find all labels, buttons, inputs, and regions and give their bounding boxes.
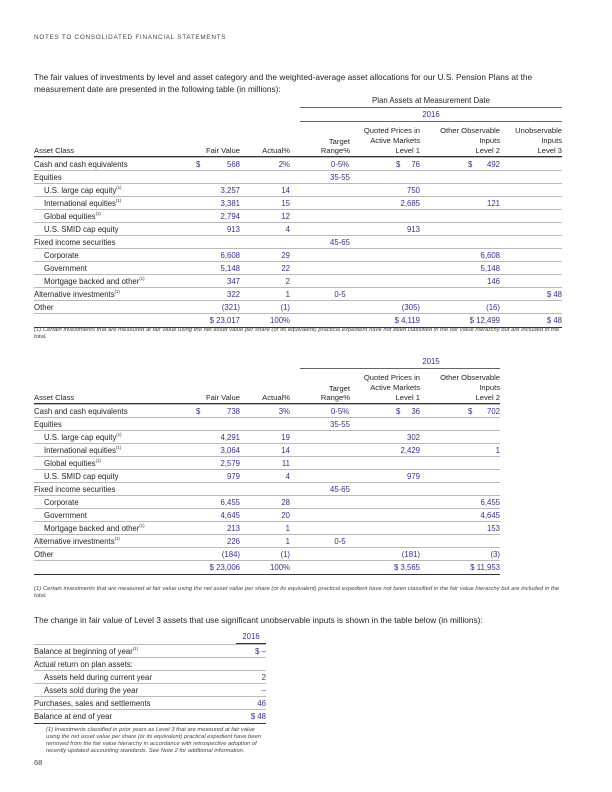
actual-cell: 2% (278, 160, 290, 169)
page-number: 68 (34, 758, 43, 767)
col-l1-2: Active Markets (370, 136, 420, 145)
table-row (34, 248, 562, 262)
col-l1-1: Quoted Prices in (363, 373, 420, 382)
actual-cell: 3% (278, 407, 290, 416)
level2-cell: 1 (495, 446, 500, 455)
table-row (34, 274, 562, 288)
row-label (34, 303, 54, 312)
year-2015-rule (300, 368, 500, 369)
actual-cell: (1) (280, 303, 290, 312)
row-label (44, 524, 145, 533)
fair-value-cell: 2,579 (220, 459, 240, 468)
actual-cell: (1) (280, 550, 290, 559)
level3-intro: The change in fair value of Level 3 assets that use significant unobservable inputs is shown in the table below (in millions): (34, 615, 483, 625)
table-row (34, 404, 500, 418)
footnote-marker: (1) (114, 536, 120, 541)
col-target-2: Range% (320, 393, 350, 402)
actual-cell: 15 (281, 199, 290, 208)
row-label (34, 407, 128, 416)
col-l1-2: Active Markets (370, 383, 420, 392)
level2-cell: 4,645 (480, 511, 500, 520)
target-range-cell: 45-65 (330, 485, 350, 494)
row-label-text: Other (34, 550, 54, 559)
level2-cell: 492 (486, 160, 500, 169)
actual-cell: 4 (285, 472, 290, 481)
table-row (34, 170, 562, 184)
actual-cell: 22 (281, 264, 290, 273)
actual-cell: 4 (285, 225, 290, 234)
table-row (34, 417, 500, 431)
level2-cell: 702 (486, 407, 500, 416)
year-2016-label: 2016 (422, 110, 440, 119)
table-row (34, 222, 562, 236)
table-row (34, 300, 562, 314)
row-label-text: U.S. large cap equity (44, 433, 117, 442)
table-row (34, 157, 562, 171)
fair-value-cell: 2,794 (220, 212, 240, 221)
level3-cell: $ 48 (546, 290, 562, 299)
row-label-text: Equities (34, 420, 62, 429)
row-label (34, 699, 151, 708)
row-label (34, 660, 133, 669)
row-label-text: Actual return on plan assets: (34, 660, 133, 669)
row-label (34, 420, 62, 429)
row-label (44, 212, 101, 221)
col-actual: Actual% (262, 393, 290, 402)
actual-cell: 29 (281, 251, 290, 260)
row-label (44, 686, 138, 695)
table-row (34, 430, 500, 444)
fair-value-cell: 913 (226, 225, 240, 234)
footnote-marker: (1) (114, 289, 120, 294)
table-row (34, 547, 500, 561)
footnote-2016: (1) Certain investments that are measured at fair value using the net asset value per share (or its equivalent) practical expedient have not been classified in the fair value hierarchy but are included in the total. (34, 327, 560, 340)
footnote-marker: (1) (116, 432, 122, 437)
col-asset-class: Asset Class (34, 393, 75, 402)
level1-cell: 750 (406, 186, 420, 195)
fair-value-cell: 213 (226, 524, 240, 533)
level1-cell: $ 3,565 (393, 563, 420, 572)
footnote-marker: (1) (95, 458, 101, 463)
level3-cell: $ 48 (546, 316, 562, 325)
col-l1-3: Level 1 (395, 393, 420, 402)
actual-cell: 20 (281, 511, 290, 520)
intro-paragraph: The fair values of investments by level and asset category and the weighted-average asset allocations for our U.S. Pension Plans at the measurement date are presented in the following table (in millions): (34, 72, 533, 94)
level3-value-cell: – (261, 686, 266, 695)
row-label-text: Balance at end of year (34, 712, 113, 721)
row-label-text: Alternative investments (34, 537, 115, 546)
level1-cell: (181) (401, 550, 420, 559)
row-label-text: Global equities (44, 459, 96, 468)
col-target-1: Target (328, 137, 350, 146)
row-label (44, 498, 79, 507)
row-label (34, 537, 120, 546)
row-label-text: Balance at beginning of year (34, 647, 133, 656)
table-row (34, 495, 500, 509)
level3-year: 2016 (242, 632, 260, 641)
row-label-text: Government (44, 511, 87, 520)
row-label (44, 186, 122, 195)
table-row (34, 443, 500, 457)
row-label-text: International equities (44, 199, 116, 208)
fair-value-cell: 979 (226, 472, 240, 481)
row-label-text: U.S. SMID cap equity (44, 472, 119, 481)
footnote-marker: (1) (139, 523, 145, 528)
row-label (34, 712, 112, 721)
level2-currency: $ (468, 160, 473, 169)
plan-assets-header: Plan Assets at Measurement Date (372, 96, 490, 105)
row-label-text: Corporate (44, 498, 79, 507)
row-label (34, 238, 115, 247)
actual-cell: 1 (285, 524, 290, 533)
col-l2-2: Inputs (479, 383, 500, 392)
actual-cell: 2 (285, 277, 290, 286)
level2-cell: 153 (486, 524, 500, 533)
row-label (44, 433, 122, 442)
row-label (34, 485, 115, 494)
fair-value-cell: $ 23,017 (209, 316, 240, 325)
footnote-marker: (1) (95, 211, 101, 216)
level2-cell: (3) (490, 550, 500, 559)
fair-value-currency: $ (196, 160, 201, 169)
level2-cell: $ 12,499 (469, 316, 500, 325)
table-row (34, 287, 562, 301)
target-range-cell: 35-55 (330, 173, 350, 182)
target-range-cell: 45-65 (330, 238, 350, 247)
level2-cell: 5,148 (480, 264, 500, 273)
table-row (34, 683, 266, 697)
total-row (34, 709, 266, 724)
row-label-text: Corporate (44, 251, 79, 260)
level3-value-cell: 2 (261, 673, 266, 682)
actual-cell: 100% (270, 563, 290, 572)
fair-value-currency: $ (196, 407, 201, 416)
level1-cell: 2,429 (400, 446, 420, 455)
col-l2-3: Level 2 (475, 393, 500, 402)
level1-cell: (305) (401, 303, 420, 312)
row-label (44, 472, 119, 481)
footnote-marker: (1) (115, 445, 122, 450)
fair-value-cell: $ 23,006 (209, 563, 240, 572)
table-row (34, 183, 562, 197)
fair-value-cell: 6,608 (220, 251, 240, 260)
footnote-2015: (1) Certain investments that are measured at fair value using the net asset value per share (or its equivalent) practical expedient have not been classified in the fair value hierarchy but are included in the total. (34, 586, 560, 599)
level1-currency: $ (396, 407, 401, 416)
row-label (44, 199, 121, 208)
running-header: NOTES TO CONSOLIDATED FINANCIAL STATEMENTS (34, 34, 227, 41)
fair-value-cell: 5,148 (220, 264, 240, 273)
total-row (34, 313, 562, 328)
actual-cell: 11 (281, 459, 290, 468)
fair-value-cell: 738 (226, 407, 240, 416)
footnote-marker: (1) (132, 646, 138, 651)
level2-cell: 146 (486, 277, 500, 286)
table-row (34, 670, 266, 684)
row-label-text: Government (44, 264, 87, 273)
col-asset-class: Asset Class (34, 146, 75, 155)
fair-value-cell: 322 (226, 290, 240, 299)
row-label-text: Other (34, 303, 54, 312)
row-label (44, 511, 87, 520)
row-label (34, 173, 62, 182)
row-label (34, 160, 128, 169)
level1-cell: 979 (406, 472, 420, 481)
fair-value-cell: 6,455 (220, 498, 240, 507)
col-l3-1: Unobservable (515, 126, 562, 135)
level2-cell: (16) (486, 303, 500, 312)
actual-cell: 1 (285, 290, 290, 299)
actual-cell: 12 (281, 212, 290, 221)
year-2016-rule (300, 121, 562, 122)
table-row (34, 508, 500, 522)
level1-currency: $ (396, 160, 401, 169)
row-label (44, 459, 101, 468)
row-label-text: U.S. large cap equity (44, 186, 117, 195)
footnote-marker: (1) (116, 185, 122, 190)
row-label (34, 290, 120, 299)
table-row (34, 456, 500, 470)
table-row (34, 482, 500, 496)
level1-cell: 913 (406, 225, 420, 234)
row-label-text: Assets held during current year (44, 673, 152, 682)
col-fair-value: Fair Value (205, 393, 240, 402)
fair-value-cell: 3,064 (220, 446, 240, 455)
actual-cell: 1 (285, 537, 290, 546)
row-label-text: Mortgage backed and other (44, 524, 140, 533)
actual-cell: 100% (270, 316, 290, 325)
level2-currency: $ (468, 407, 473, 416)
col-fair-value: Fair Value (205, 146, 240, 155)
fair-value-cell: (184) (221, 550, 240, 559)
year-2015-label: 2015 (422, 357, 440, 366)
fair-value-cell: (321) (221, 303, 240, 312)
fair-value-cell: 568 (226, 160, 240, 169)
row-label-text: Cash and cash equivalents (34, 407, 128, 416)
level2-cell: 6,608 (480, 251, 500, 260)
col-l2-1: Other Observable (440, 126, 500, 135)
col-l2-1: Other Observable (440, 373, 500, 382)
col-l2-3: Level 2 (475, 146, 500, 155)
row-label (44, 264, 87, 273)
row-label (44, 673, 152, 682)
row-label (34, 647, 138, 656)
fair-value-cell: 4,645 (220, 511, 240, 520)
fair-value-cell: 3,257 (220, 186, 240, 195)
table-row (34, 209, 562, 223)
level1-cell: 2,685 (400, 199, 420, 208)
row-label (44, 225, 119, 234)
col-target-2: Range% (320, 146, 350, 155)
fair-value-cell: 3,381 (220, 199, 240, 208)
level1-cell: 76 (411, 160, 420, 169)
level1-cell: 36 (411, 407, 420, 416)
footnote-marker: (1) (139, 276, 145, 281)
actual-cell: 19 (281, 433, 290, 442)
row-label (44, 277, 145, 286)
col-actual: Actual% (262, 146, 290, 155)
level3-value-cell: $ – (255, 647, 266, 656)
actual-cell: 28 (281, 498, 290, 507)
plan-assets-rule (300, 107, 562, 108)
row-label-text: International equities (44, 446, 116, 455)
row-label-text: Alternative investments (34, 290, 115, 299)
row-label-text: Mortgage backed and other (44, 277, 140, 286)
actual-cell: 14 (281, 446, 290, 455)
row-label-text: Cash and cash equivalents (34, 160, 128, 169)
target-range-cell: 35-55 (330, 420, 350, 429)
col-target-1: Target (328, 384, 350, 393)
table-row (34, 235, 562, 249)
fair-value-cell: 226 (226, 537, 240, 546)
table-row (34, 657, 266, 671)
level3-value-cell: 46 (257, 699, 266, 708)
fair-value-cell: 4,291 (220, 433, 240, 442)
col-l1-1: Quoted Prices in (363, 126, 420, 135)
level3-value-cell: $ 48 (250, 712, 266, 721)
row-label-text: U.S. SMID cap equity (44, 225, 119, 234)
table-row (34, 521, 500, 535)
level1-cell: $ 4,119 (394, 316, 420, 325)
col-l3-3: Level 3 (537, 146, 562, 155)
row-label-text: Assets sold during the year (44, 686, 139, 695)
target-range-cell: 0-5% (330, 160, 350, 169)
row-label (34, 550, 54, 559)
level2-cell: $ 11,953 (470, 563, 500, 572)
table-row (34, 534, 500, 548)
row-label (44, 446, 121, 455)
total-row (34, 560, 500, 575)
row-label-text: Equities (34, 173, 62, 182)
table-row (34, 196, 562, 210)
footnote-level3: (1) Investments classified in prior years as Level 3 that are measured at fair value using the net asset value per share (or its equivalent) practical expedient have been removed from the fair value hierarchy in accordance with retrospective adoption of recently updated accounting standards. See Note 2 for additional information. (46, 727, 261, 754)
col-l2-2: Inputs (479, 136, 500, 145)
row-label-text: Fixed income securities (34, 238, 116, 247)
row-label-text: Global equities (44, 212, 96, 221)
level2-cell: 6,455 (480, 498, 500, 507)
row-label-text: Fixed income securities (34, 485, 116, 494)
col-l1-3: Level 1 (395, 146, 420, 155)
target-range-cell: 0-5% (330, 407, 350, 416)
table-row (34, 696, 266, 710)
col-l3-2: Inputs (541, 136, 562, 145)
actual-cell: 14 (281, 186, 290, 195)
row-label (44, 251, 79, 260)
row-label-text: Purchases, sales and settlements (34, 699, 151, 708)
level1-cell: 302 (406, 433, 420, 442)
table-row (34, 644, 266, 658)
footnote-marker: (1) (115, 198, 122, 203)
level2-cell: 121 (486, 199, 500, 208)
target-range-cell: 0-5 (334, 290, 346, 299)
table-row (34, 261, 562, 275)
fair-value-cell: 347 (226, 277, 240, 286)
target-range-cell: 0-5 (334, 537, 346, 546)
table-row (34, 469, 500, 483)
